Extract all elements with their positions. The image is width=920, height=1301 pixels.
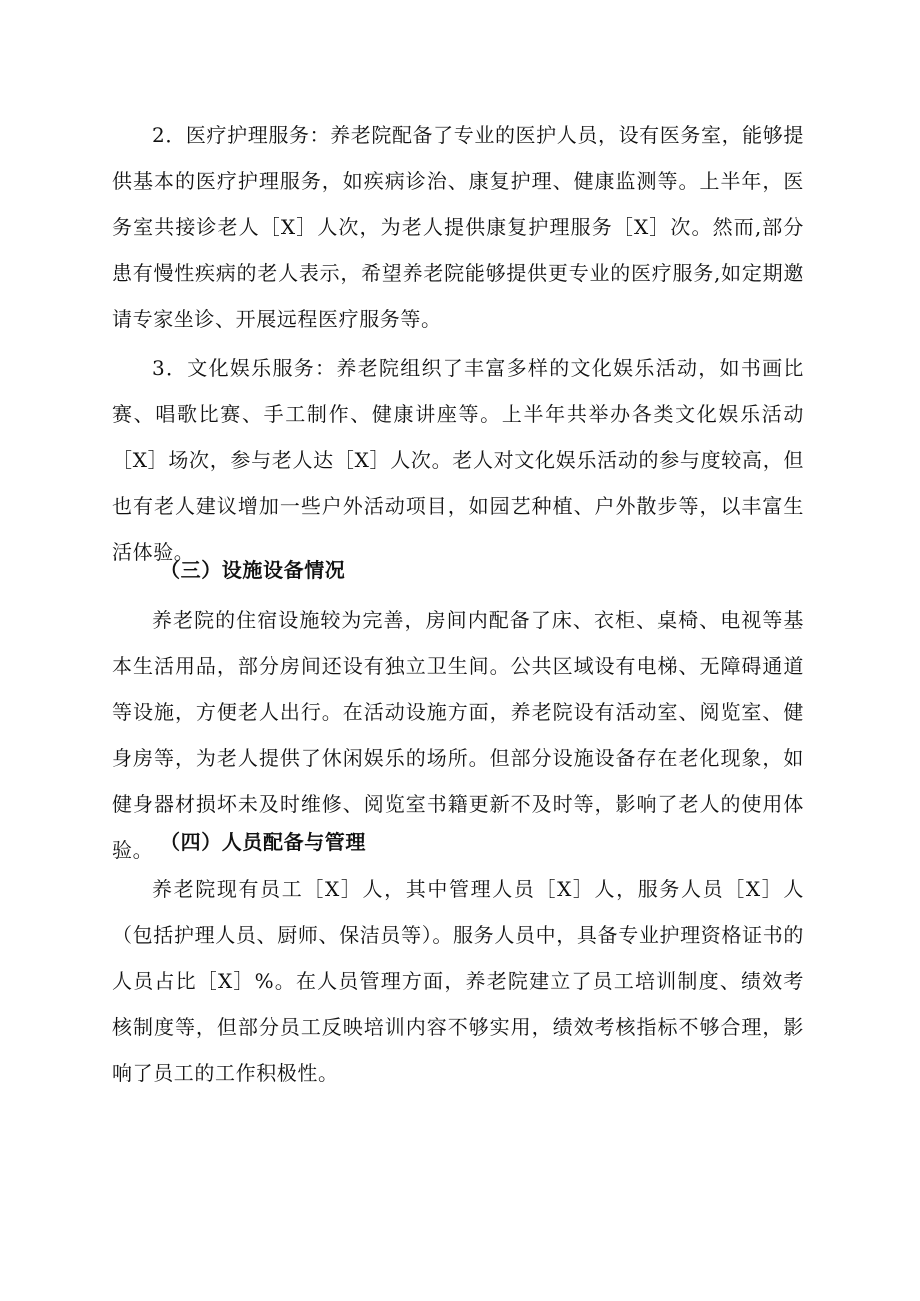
paragraph-staffing: 养老院现有员工［X］人，其中管理人员［X］人，服务人员［X］人（包括护理人员、厨师、保洁员等）。服务人员中，具备专业护理资格证书的人员占比［X］%。在人员管理方面，养老院建立了员工培训制度、绩效考核制度等，但部分员工反映培训内容不够实用，绩效考核指标不够合理，影响了员工的工作积极性。 [112, 877, 804, 1085]
section-heading-staffing: （四）人员配备与管理 [160, 830, 366, 854]
paragraph-medical-care: 2．医疗护理服务：养老院配备了专业的医护人员，设有医务室，能够提供基本的医疗护理服务，如疾病诊治、康复护理、健康监测等。上半年，医务室共接诊老人［X］人次，为老人提供康复护理服务［X］次。然而,部分患有慢性疾病的老人表示，希望养老院能够提供更专业的医疗服务,如定期邀请专家坐诊、开展远程医疗服务等。 [112, 123, 804, 331]
paragraph-facilities: 养老院的住宿设施较为完善，房间内配备了床、衣柜、桌椅、电视等基本生活用品，部分房间还设有独立卫生间。公共区域设有电梯、无障碍通道等设施，方便老人出行。在活动设施方面，养老院设有活动室、阅览室、健身房等，为老人提供了休闲娱乐的场所。但部分设施设备存在老化现象，如健身器材损坏未及时维修、阅览室书籍更新不及时等，影响了老人的使用体验。 [112, 608, 804, 862]
paragraph-cultural-entertainment: 3．文化娱乐服务：养老院组织了丰富多样的文化娱乐活动，如书画比赛、唱歌比赛、手工制作、健康讲座等。上半年共举办各类文化娱乐活动［X］场次，参与老人达［X］人次。老人对文化娱乐活动的参与度较高，但也有老人建议增加一些户外活动项目，如园艺种植、户外散步等，以丰富生活体验。 [112, 356, 804, 564]
section-heading-facilities: （三）设施设备情况 [160, 558, 346, 582]
